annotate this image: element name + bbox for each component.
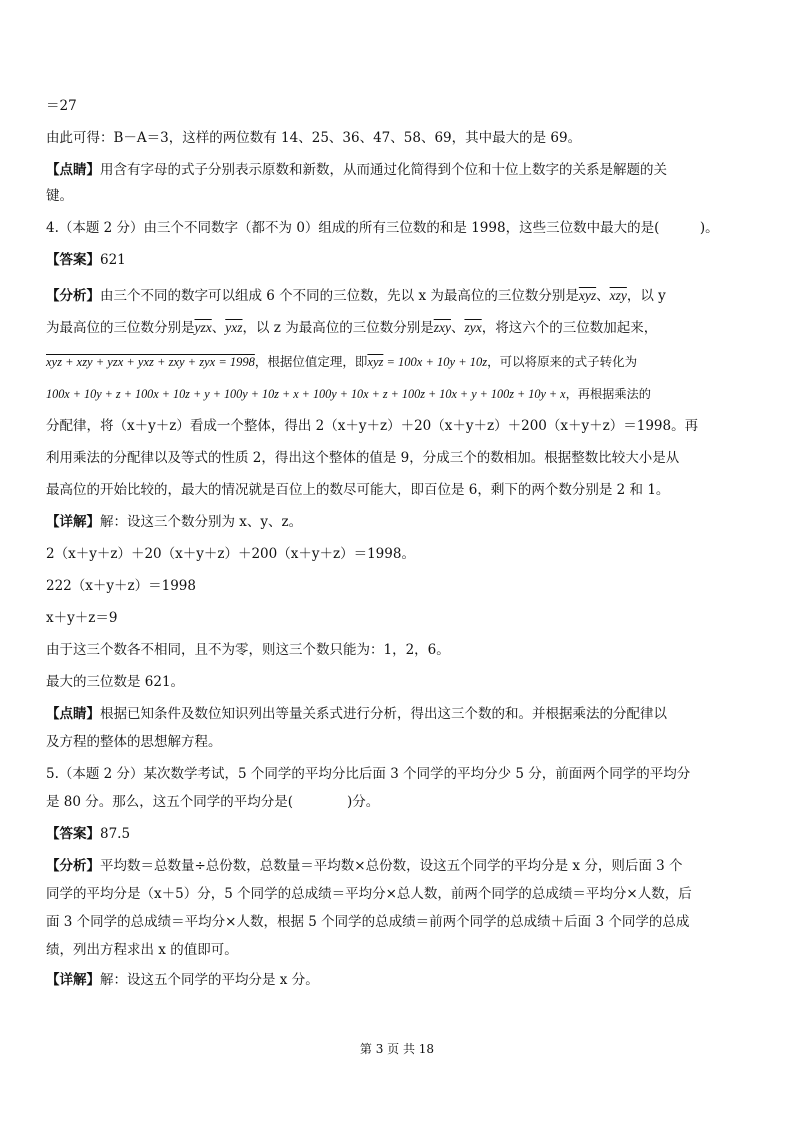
analysis-5-line2: 同学的平均分是（x＋5）分，5 个同学的总成绩＝平均分×总人数，前两个同学的总成绩＝平均分×人数，后 xyxy=(46,886,692,902)
label-comment: 【点睛】 xyxy=(46,162,100,178)
analysis-5-line3: 面 3 个同学的总成绩＝平均分×人数，根据 5 个同学的总成绩＝前两个同学的总成绩＋后面 3 个同学的总成 xyxy=(46,914,690,930)
analysis-4-line4 xyxy=(46,384,748,404)
overline-yxz: $\overline{yxz}$ xyxy=(225,320,243,335)
document-body xyxy=(46,96,748,988)
label-solution: 【详解】 xyxy=(46,972,100,988)
sum-equation: xyz + xzy + yzx + yxz + zxy + zyx = 1998 xyxy=(46,355,255,369)
overline-xyz-2: $\overline{xyz}$ xyxy=(367,355,384,369)
line-comment-1 xyxy=(46,160,748,180)
separator: 、 xyxy=(211,320,226,336)
page-footer: 第 3 页 共 18 xyxy=(359,1042,435,1056)
analysis-text: ，根据位值定理，即 xyxy=(254,354,368,369)
question-5-cont: 是 80 分。那么，这五个同学的平均分是( )分。 xyxy=(46,794,380,810)
analysis-4-line6: 利用乘法的分配律以及等式的性质 2，得出这个整体的值是 9，分成三个的数相加。根据整数比较大小是从 xyxy=(46,450,680,466)
answer-text: 621 xyxy=(100,252,126,268)
analysis-text: ，将这六个的三位数加起来， xyxy=(481,320,658,336)
analysis-text: ，以 z 为最高位的三位数分别是 xyxy=(242,320,434,336)
question-4: 4.（本题 2 分）由三个不同数字（都不为 0）组成的所有三位数的和是 1998，这些三位数中最大的是( )。 xyxy=(46,220,719,236)
solution-4-step2: 222（x＋y＋z）＝1998 xyxy=(46,578,196,594)
answer-text: 87.5 xyxy=(100,826,131,842)
solution-text: 解：设这三个数分别为 x、y、z。 xyxy=(100,514,303,530)
analysis-4-line2 xyxy=(46,318,748,338)
answer-5 xyxy=(46,824,748,844)
overline-xyz: $\overline{xyz}$ xyxy=(578,288,597,303)
analysis-text: 平均数＝总数量÷总份数，总数量＝平均数×总份数，设这五个同学的平均分是 x 分，则后面 3 个 xyxy=(100,858,683,874)
label-solution: 【详解】 xyxy=(46,514,100,530)
label-answer: 【答案】 xyxy=(46,252,100,268)
label-analysis: 【分析】 xyxy=(46,858,100,874)
separator: 、 xyxy=(450,320,465,336)
label-analysis: 【分析】 xyxy=(46,288,100,304)
answer-4 xyxy=(46,250,748,270)
analysis-5-line4: 绩，列出方程求出 x 的值即可。 xyxy=(46,942,238,958)
comment-4-cont: 及方程的整体的思想解方程。 xyxy=(46,734,222,750)
label-answer: 【答案】 xyxy=(46,826,100,842)
line-comment-1-cont: 键。 xyxy=(46,188,73,204)
expanded-equation: 100x + 10y + z + 100x + 10z + y + 100y + 10z + x + 100y + 10x + z + 100z + 10x + y + 100z + 10y + x xyxy=(46,387,566,401)
solution-4-step4: 由于这三个数各不相同，且不为零，则这三个数只能为：1，2，6。 xyxy=(46,642,450,658)
comment-text: 用含有字母的式子分别表示原数和新数，从而通过化简得到个位和十位上数字的关系是解题的关 xyxy=(100,162,667,178)
analysis-4-line1 xyxy=(46,286,748,306)
comment-text: 根据已知条件及数位知识列出等量关系式进行分析，得出这三个数的和。并根据乘法的分配律以 xyxy=(100,706,667,722)
analysis-4-line5: 分配律，将（x＋y＋z）看成一个整体，得出 2（x＋y＋z）＋20（x＋y＋z）＋200（x＋y＋z）＝1998。再 xyxy=(46,418,699,434)
solution-4-step5: 最大的三位数是 621。 xyxy=(46,674,185,690)
overline-zxy: $\overline{zxy}$ xyxy=(433,320,451,335)
analysis-text: ，以 y xyxy=(626,288,666,304)
solution-4-step3: x＋y＋z＝9 xyxy=(46,610,118,626)
solution-text: 解：设这五个同学的平均分是 x 分。 xyxy=(100,972,319,988)
line-equation-27: ＝27 xyxy=(46,98,77,114)
analysis-text: ，可以将原来的式子转化为 xyxy=(487,354,638,369)
overline-yzx: $\overline{yzx}$ xyxy=(194,320,212,335)
comment-4 xyxy=(46,704,748,724)
solution-4 xyxy=(46,512,748,532)
line-conclusion: 由此可得：B－A＝3，这样的两位数有 14、25、36、47、58、69，其中最大的是 69。 xyxy=(46,130,582,146)
analysis-5-line1 xyxy=(46,856,748,876)
solution-5 xyxy=(46,970,748,990)
analysis-4-line3 xyxy=(46,352,748,372)
analysis-text: 由三个不同的数字可以组成 6 个不同的三位数，先以 x 为最高位的三位数分别是 xyxy=(100,288,579,304)
analysis-text: 为最高位的三位数分别是 xyxy=(46,320,195,336)
solution-4-step1: 2（x＋y＋z）＋20（x＋y＋z）＋200（x＋y＋z）＝1998。 xyxy=(46,546,415,562)
question-5: 5.（本题 2 分）某次数学考试，5 个同学的平均分比后面 3 个同学的平均分少 5 分，前面两个同学的平均分 xyxy=(46,766,691,782)
analysis-text: ，再根据乘法的 xyxy=(565,387,651,401)
analysis-4-line7: 最高位的开始比较的，最大的情况就是百位上的数尽可能大，即百位是 6，剩下的两个数分别是 2 和 1。 xyxy=(46,482,670,498)
separator: 、 xyxy=(596,288,610,304)
label-comment: 【点睛】 xyxy=(46,706,100,722)
place-value-equation: = 100x + 10y + 10z xyxy=(383,355,488,369)
overline-zyx: $\overline{zyx}$ xyxy=(464,320,482,335)
overline-xzy: $\overline{xzy}$ xyxy=(609,288,627,303)
